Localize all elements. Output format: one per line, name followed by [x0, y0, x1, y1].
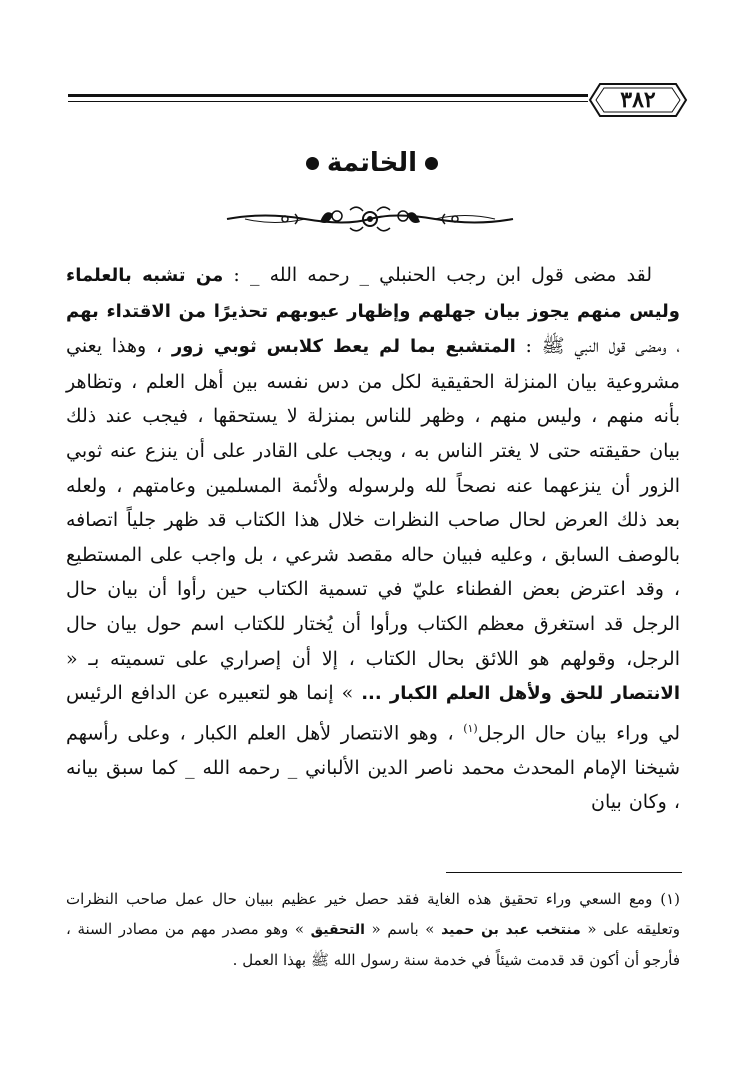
footnote — [66, 884, 680, 975]
floral-ornament-icon — [225, 202, 515, 236]
body-text-segment: ، وهو الانتصار لأهل العلم الكبار ، وعلى رأسهم شيخنا الإمام المحدث محمد ناصر الدين الألباني _ رحمه الله _ كما سبق بيانه ، وكان بيان — [66, 722, 680, 814]
footnote-paragraph — [66, 884, 680, 975]
footnote-book-title: منتخب عبد بن حميد — [441, 922, 581, 938]
section-title-row — [0, 148, 744, 178]
book-title-quote: الانتصار للحق ولأهل العلم الكبار ... — [361, 683, 681, 705]
body-paragraph — [66, 258, 680, 820]
quote-ibn-rajab: من تشبه بالعلماء وليس منهم يجوز بيان جهلهم وإظهار عيوبهم تحذيرًا من الاقتداء بهم — [66, 265, 680, 322]
page-number-badge — [588, 80, 688, 120]
page-number: ٣٨٢ — [620, 87, 656, 113]
header-rule-thick — [68, 94, 588, 97]
footnote-book-title: التحقيق — [310, 922, 365, 938]
body-text-segment: » إنما هو لتعبيره عن الدافع الرئيس لي وراء بيان حال الرجل — [66, 682, 681, 745]
body-text-segment: ، ومضى قول النبي ﷺ : — [515, 335, 680, 358]
section-heading — [298, 148, 446, 178]
body-text — [66, 258, 680, 820]
footnote-separator — [446, 872, 682, 873]
bullet-icon — [306, 157, 319, 170]
footnote-reference: (١) — [463, 721, 478, 735]
footnote-text-segment: » وهو مصدر مهم من مصادر السنة ، فأرجو أن أكون قد قدمت شيئاً في خدمة سنة رسول الله ﷺ بهذا العمل . — [66, 920, 680, 969]
footnote-text-segment: » باسم « — [364, 920, 442, 938]
bullet-icon — [425, 157, 438, 170]
hadith-quote: المتشبع بما لم يعط كلابس ثوبي زور — [171, 336, 516, 358]
footnote-text-segment: (١) ومع السعي وراء تحقيق هذه الغاية فقد حصل خير عظيم ببيان حال عمل صاحب النظرات وتعليقه على « — [66, 890, 680, 938]
page-header — [68, 80, 688, 126]
body-text-segment: ، وهذا يعني مشروعية بيان المنزلة الحقيقية لكل من دس نفسه بين أهل العلم ، وتظاهر بأنه منهم ، وليس منهم ، وظهر للناس بمنزلة لا يستحقها ، فيجب عند ذلك بيان حقيقته حتى لا يغتر الناس به ، ويجب على القادر على أن ينزع عنه ثوبي الزور أن ينزعهما عنه نصحاً لله ولرسوله ولأئمة المسلمين وعامتهم ، ولعله بعد ذلك العرض لحال صاحب النظرات خلال هذا الكتاب قد ظهر جلياً اتصافه بالوصف السابق ، وعليه فبيان حاله مقصد شرعي ، بل واجب على المستطيع ، وقد اعترض بعض الفطناء عليّ في تسمية الكتاب حين رأوا أن بيان حال الرجل قد استغرق معظم الكتاب ورأوا أن يُختار للكتاب اسم حول بيان حال الرجل، وقولهم هو اللائق بحال الكتاب ، إلا أن إصراري على تسميته بـ « — [66, 335, 680, 670]
header-rule-thin — [68, 101, 588, 102]
section-title: الخاتمة — [326, 148, 418, 178]
body-text-segment: لقد مضى قول ابن رجب الحنبلي _ رحمه الله _ : — [223, 264, 652, 286]
